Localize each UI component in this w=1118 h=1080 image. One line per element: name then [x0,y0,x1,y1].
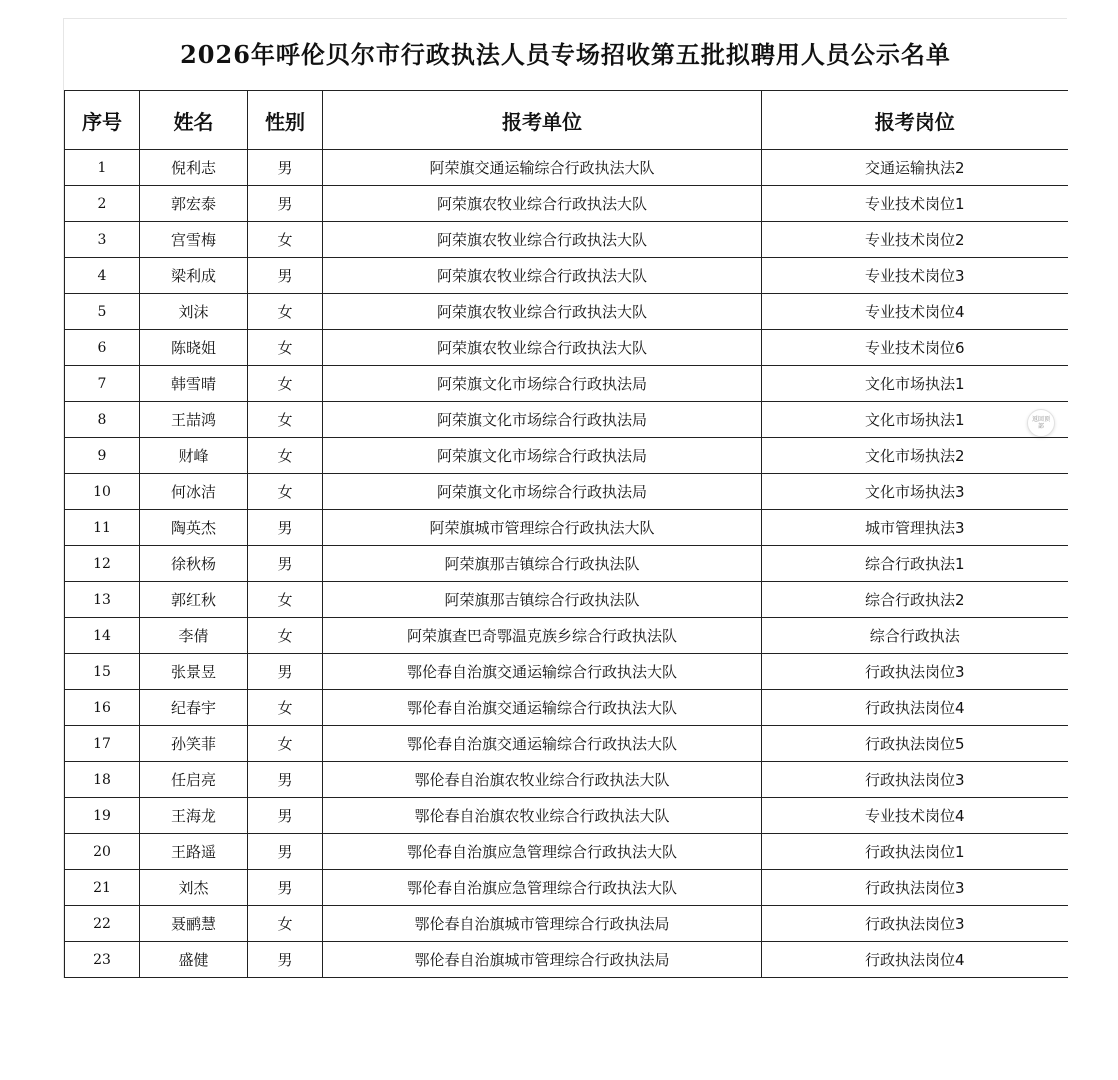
cell-position: 综合行政执法 [762,618,1068,654]
cell-unit: 阿荣旗那吉镇综合行政执法队 [323,582,762,618]
cell-gender: 女 [248,618,323,654]
cell-name: 刘杰 [140,870,248,906]
cell-unit: 鄂伦春自治旗城市管理综合行政执法局 [323,942,762,978]
cell-index: 21 [65,870,140,906]
cell-position: 文化市场执法1 [762,402,1068,438]
cell-unit: 阿荣旗农牧业综合行政执法大队 [323,294,762,330]
cell-gender: 女 [248,222,323,258]
cell-name: 张景昱 [140,654,248,690]
cell-position: 专业技术岗位3 [762,258,1068,294]
cell-index: 15 [65,654,140,690]
cell-gender: 女 [248,294,323,330]
cell-position: 行政执法岗位3 [762,870,1068,906]
cell-unit: 鄂伦春自治旗交通运输综合行政执法大队 [323,654,762,690]
cell-index: 12 [65,546,140,582]
cell-gender: 女 [248,402,323,438]
header-gender: 性别 [248,91,323,150]
cell-position: 专业技术岗位4 [762,798,1068,834]
table-row [65,546,1068,582]
cell-position: 综合行政执法2 [762,582,1068,618]
cell-gender: 女 [248,474,323,510]
cell-name: 郭宏泰 [140,186,248,222]
cell-index: 20 [65,834,140,870]
table-row [65,474,1068,510]
cell-name: 任启亮 [140,762,248,798]
cell-gender: 男 [248,654,323,690]
cell-unit: 阿荣旗农牧业综合行政执法大队 [323,330,762,366]
cell-position: 交通运输执法2 [762,150,1068,186]
cell-gender: 女 [248,582,323,618]
table-row [65,222,1068,258]
cell-gender: 女 [248,366,323,402]
cell-gender: 女 [248,726,323,762]
roster-table [64,90,1068,978]
cell-name: 梁利成 [140,258,248,294]
cell-unit: 鄂伦春自治旗农牧业综合行政执法大队 [323,798,762,834]
back-to-top-label: 返回顶部 [1031,416,1050,430]
cell-name: 李倩 [140,618,248,654]
cell-unit: 阿荣旗文化市场综合行政执法局 [323,474,762,510]
cell-position: 行政执法岗位4 [762,942,1068,978]
cell-index: 6 [65,330,140,366]
cell-name: 纪春宇 [140,690,248,726]
cell-index: 22 [65,906,140,942]
table-row [65,834,1068,870]
cell-position: 行政执法岗位3 [762,654,1068,690]
cell-gender: 男 [248,762,323,798]
cell-unit: 阿荣旗农牧业综合行政执法大队 [323,186,762,222]
cell-unit: 阿荣旗农牧业综合行政执法大队 [323,222,762,258]
table-row [65,798,1068,834]
cell-unit: 阿荣旗城市管理综合行政执法大队 [323,510,762,546]
cell-index: 18 [65,762,140,798]
cell-name: 郭红秋 [140,582,248,618]
header-name: 姓名 [140,91,248,150]
cell-unit: 阿荣旗文化市场综合行政执法局 [323,366,762,402]
cell-position: 行政执法岗位3 [762,762,1068,798]
cell-name: 倪利志 [140,150,248,186]
cell-index: 10 [65,474,140,510]
cell-name: 宫雪梅 [140,222,248,258]
cell-gender: 男 [248,942,323,978]
cell-position: 文化市场执法2 [762,438,1068,474]
cell-gender: 男 [248,870,323,906]
cell-unit: 鄂伦春自治旗交通运输综合行政执法大队 [323,690,762,726]
cell-gender: 女 [248,330,323,366]
cell-gender: 男 [248,834,323,870]
cell-index: 8 [65,402,140,438]
cell-gender: 男 [248,258,323,294]
cell-name: 孙笑菲 [140,726,248,762]
cell-name: 盛健 [140,942,248,978]
cell-position: 专业技术岗位4 [762,294,1068,330]
table-row [65,906,1068,942]
cell-position: 行政执法岗位3 [762,906,1068,942]
back-to-top-button[interactable] [1027,409,1055,437]
cell-name: 韩雪晴 [140,366,248,402]
cell-index: 5 [65,294,140,330]
cell-index: 1 [65,150,140,186]
cell-unit: 鄂伦春自治旗交通运输综合行政执法大队 [323,726,762,762]
cell-unit: 阿荣旗文化市场综合行政执法局 [323,438,762,474]
cell-unit: 鄂伦春自治旗应急管理综合行政执法大队 [323,870,762,906]
document-sheet [63,18,1067,978]
cell-gender: 男 [248,510,323,546]
table-row [65,726,1068,762]
table-row [65,438,1068,474]
cell-gender: 女 [248,690,323,726]
cell-gender: 男 [248,546,323,582]
cell-name: 王路遥 [140,834,248,870]
cell-index: 17 [65,726,140,762]
cell-position: 综合行政执法1 [762,546,1068,582]
cell-position: 专业技术岗位1 [762,186,1068,222]
table-row [65,366,1068,402]
cell-unit: 阿荣旗那吉镇综合行政执法队 [323,546,762,582]
table-row [65,186,1068,222]
cell-index: 3 [65,222,140,258]
table-header-row [65,91,1068,150]
cell-index: 9 [65,438,140,474]
cell-name: 王喆鸿 [140,402,248,438]
cell-unit: 阿荣旗文化市场综合行政执法局 [323,402,762,438]
cell-position: 文化市场执法1 [762,366,1068,402]
table-row [65,690,1068,726]
cell-position: 专业技术岗位2 [762,222,1068,258]
cell-name: 徐秋杨 [140,546,248,582]
table-row [65,330,1068,366]
cell-position: 文化市场执法3 [762,474,1068,510]
cell-name: 刘沫 [140,294,248,330]
table-row [65,942,1068,978]
header-position: 报考岗位 [762,91,1068,150]
cell-index: 13 [65,582,140,618]
table-row [65,654,1068,690]
cell-position: 行政执法岗位1 [762,834,1068,870]
cell-name: 聂鹂慧 [140,906,248,942]
cell-unit: 鄂伦春自治旗农牧业综合行政执法大队 [323,762,762,798]
cell-gender: 男 [248,186,323,222]
cell-name: 何冰洁 [140,474,248,510]
cell-index: 11 [65,510,140,546]
header-unit: 报考单位 [323,91,762,150]
table-row [65,294,1068,330]
cell-name: 陈晓姐 [140,330,248,366]
cell-position: 行政执法岗位5 [762,726,1068,762]
cell-name: 王海龙 [140,798,248,834]
table-row [65,150,1068,186]
cell-index: 23 [65,942,140,978]
cell-gender: 女 [248,906,323,942]
cell-index: 19 [65,798,140,834]
table-row [65,762,1068,798]
cell-unit: 阿荣旗交通运输综合行政执法大队 [323,150,762,186]
table-row [65,258,1068,294]
cell-index: 14 [65,618,140,654]
cell-unit: 鄂伦春自治旗城市管理综合行政执法局 [323,906,762,942]
table-row [65,402,1068,438]
cell-index: 7 [65,366,140,402]
cell-index: 2 [65,186,140,222]
cell-unit: 阿荣旗农牧业综合行政执法大队 [323,258,762,294]
cell-unit: 阿荣旗查巴奇鄂温克族乡综合行政执法队 [323,618,762,654]
cell-name: 陶英杰 [140,510,248,546]
header-index: 序号 [65,91,140,150]
page-title: 2026年呼伦贝尔市行政执法人员专场招收第五批拟聘用人员公示名单 [64,18,1067,90]
cell-unit: 鄂伦春自治旗应急管理综合行政执法大队 [323,834,762,870]
table-row [65,870,1068,906]
table-row [65,582,1068,618]
cell-name: 财峰 [140,438,248,474]
cell-position: 城市管理执法3 [762,510,1068,546]
table-row [65,618,1068,654]
cell-gender: 男 [248,798,323,834]
cell-gender: 男 [248,150,323,186]
cell-index: 16 [65,690,140,726]
cell-position: 行政执法岗位4 [762,690,1068,726]
table-row [65,510,1068,546]
cell-position: 专业技术岗位6 [762,330,1068,366]
table-body [65,150,1068,978]
cell-index: 4 [65,258,140,294]
cell-gender: 女 [248,438,323,474]
